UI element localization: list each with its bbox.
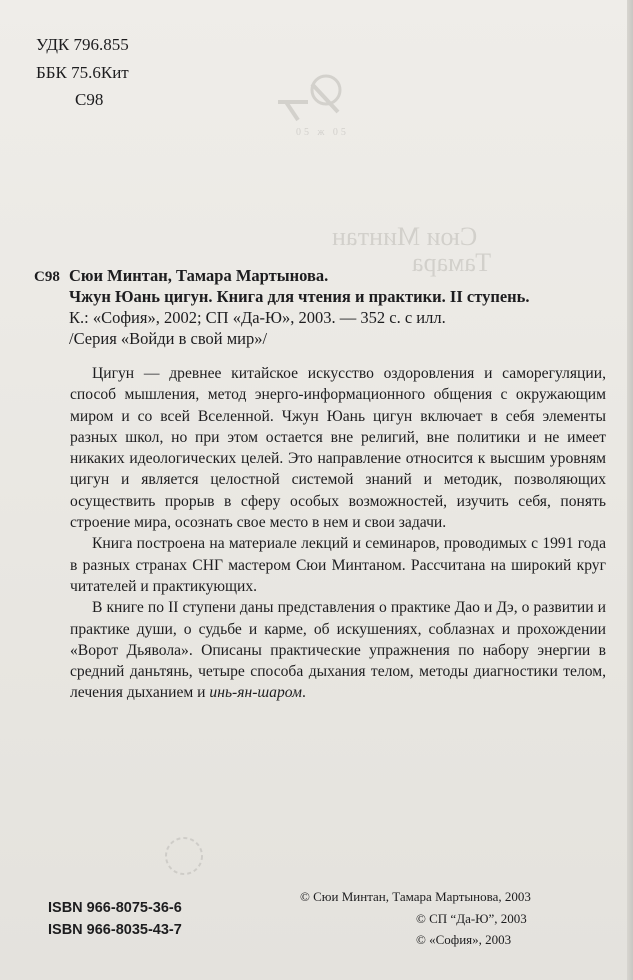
page-edge <box>627 0 633 980</box>
isbn-1: ISBN 966-8075-36-6 <box>48 900 182 916</box>
copyright-authors: © Сюи Минтан, Тамара Мартынова, 2003 <box>300 889 531 904</box>
udk-code: УДК 796.855 <box>36 35 129 54</box>
entry-series: /Серия «Войди в свой мир»/ <box>69 329 268 348</box>
abstract-paragraph-1: Цигун — древнее китайское искусство оздоровления и саморегуляции, способ мышления, метод энерго-информационного общения с окружающим миром и со всей Вселенной. Чжун Юань цигун включает в себя элементы разных школ, но при этом остается вне религий, вне политики и не имеет никаких идеологических целей. Это направление относится к высшим уровням цигун и является целостной системой знаний и методик, позволяющих осуществить прорыв в сферу особых возможностей, изучить себя, понять строение мира, осознать свое место в нем и свои задачи. <box>70 365 606 532</box>
entry-author-mark: С98 <box>34 269 60 285</box>
ghost-text-author-2: Тамара <box>412 248 492 277</box>
ghost-text-logo: 05 ж 05 <box>296 127 349 138</box>
abstract <box>70 363 606 704</box>
abstract-paragraph-3 <box>70 597 606 703</box>
isbn-2: ISBN 966-8035-43-7 <box>48 922 182 938</box>
abstract-paragraph-3-text: В книге по II ступени даны представления о практике Дао и Дэ, о развитии и практике души, о судьбе и карме, об искушениях, соблазнах и прохождении «Ворот Дьявола». Описаны практические упражнения по набору энергии в средний даньтянь, четыре способа дыхания телом, методы диагностики телом, лечения дыханием и <box>70 599 606 702</box>
abstract-paragraph-3-italic: инь-ян-шаром <box>209 684 302 702</box>
entry-title: Чжун Юань цигун. Книга для чтения и практики. II ступень. <box>69 287 530 306</box>
bbk-code: ББК 75.6Кит <box>36 63 129 82</box>
ghost-emblem-icon <box>160 832 208 880</box>
entry-authors: Сюи Минтан, Тамара Мартынова. <box>69 266 329 285</box>
ghost-text-author-1: Сюи Минтан <box>332 222 478 251</box>
abstract-paragraph-2: Книга построена на материале лекций и семинаров, проводимых с 1991 года в разных странах СНГ мастером Сюи Минтаном. Рассчитана на широкий круг читателей и практикующих. <box>70 535 606 595</box>
entry-imprint: К.: «София», 2002; СП «Да-Ю», 2003. — 352 с. с илл. <box>69 308 446 327</box>
abstract-paragraph-3-end: . <box>301 684 306 702</box>
publisher-logo-ghost-icon <box>268 62 358 132</box>
copyright-sofia: © «София», 2003 <box>416 932 512 947</box>
author-mark: С98 <box>75 90 104 109</box>
copyright-da-yu: © СП “Да-Ю”, 2003 <box>416 911 527 926</box>
